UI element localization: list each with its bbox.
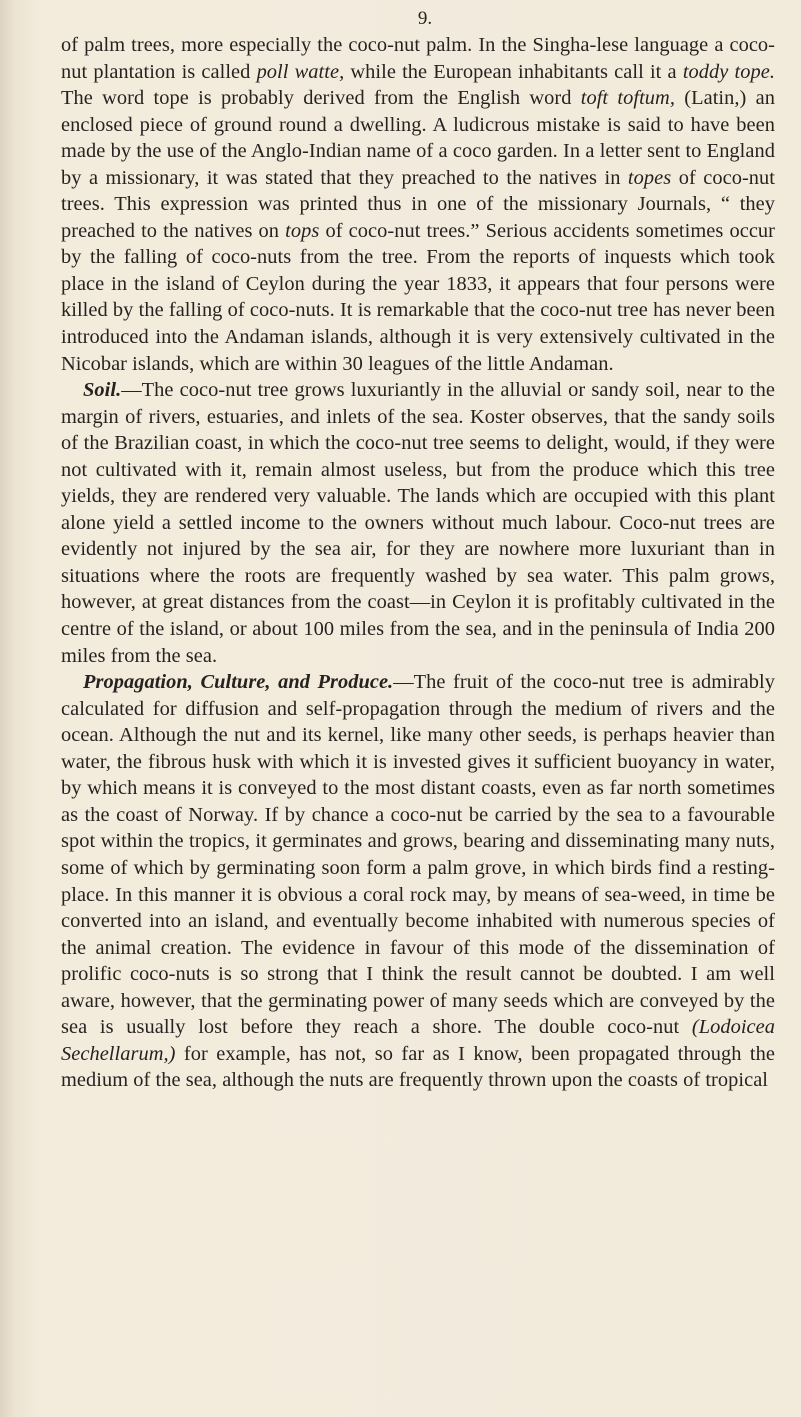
- italic-term-toft-toftum: toft toftum,: [580, 87, 675, 110]
- text-run: —The fruit of the coco-nut tree is admirably calculated for diffusion and self-propagation through the medium of rivers and the ocean. Although the nut and its kernel, like many other seeds, is perhaps heavier than water, the fibrous husk with which it is invested gives it sufficient buoyancy in water, by which means it is conveyed to the most distant coasts, even as far north sometimes as the coast of Norway. If by chance a coco-nut be carried by the sea to a favourable spot within the tropics, it germinates and grows, bearing and disseminating many nuts, some of which by germinating soon form a palm grove, in which birds find a resting-place. In this manner it is obvious a coral rock may, by means of sea-weed, in time be converted into an island, and eventually become inhabited with numerous species of the animal creation. The evidence in favour of this mode of the dissemination of prolific coco-nuts is so strong that I think the result cannot be doubted. I am well aware, however, that the germinating power of many seeds which are conveyed by the sea is usually lost before they reach a shore. The double coco-nut: [61, 671, 775, 1039]
- paragraph-palm-names: [61, 32, 775, 377]
- italic-term-topes: topes: [627, 166, 672, 189]
- italic-term-tops: tops: [285, 219, 320, 242]
- italic-term-toddy-tope: toddy tope.: [682, 60, 775, 83]
- text-run: while the European inhabitants call it a: [344, 60, 683, 83]
- body-text: [61, 32, 775, 1094]
- text-run: of palm trees, more especially the coco-nut palm. In the Singha-lese language a coco-nut plantation is called: [61, 34, 775, 83]
- text-run: of coco-nut trees. This expression was printed thus in one of the missionary Journals, “ they preached to the natives on: [61, 166, 775, 242]
- text-run: of coco-nut trees.” Serious accidents sometimes occur by the falling of coco-nuts from the tree. From the reports of inquests which took place in the island of Ceylon during the year 1833, it appears that four persons were killed by the falling of coco-nuts. It is remarkable that the coco-nut tree has never been introduced into the Andaman islands, although it is very extensively cultivated in the Nicobar islands, which are within 30 leagues of the little Andaman.: [61, 219, 776, 375]
- page-number: 9.: [417, 8, 433, 29]
- text-run: —The coco-nut tree grows luxuriantly in the alluvial or sandy soil, near to the margin of rivers, estuaries, and inlets of the sea. Koster observes, that the sandy soils of the Brazilian coast, in which the coco-nut tree seems to delight, would, if they were not cultivated with it, remain almost useless, but from the produce which this tree yields, they are rendered very valuable. The lands which are occupied with this plant alone yield a settled income to the owners without much labour. Coco-nut trees are evidently not injured by the sea air, for they are nowhere more luxuriant than in situations where the roots are frequently washed by sea water. This palm grows, however, at great distances from the coast—in Ceylon it is profitably cultivated in the centre of the island, or about 100 miles from the sea, and in the peninsula of India 200 miles from the sea.: [61, 379, 775, 667]
- text-run: The word tope is probably derived from the English word: [61, 87, 581, 110]
- section-heading-soil: Soil.: [83, 379, 122, 402]
- text-run: (Latin,) an enclosed piece of ground round a dwelling. A ludicrous mistake is said to have been made by the use of the Anglo-Indian name of a coco garden. In a letter sent to England by a missionary, it was stated that they preached to the natives in: [61, 87, 775, 189]
- paragraph-propagation: [61, 669, 775, 1094]
- italic-term-poll-watte: poll watte,: [256, 60, 345, 83]
- italic-term-lodoicea: (Lodoicea Sechellarum,): [61, 1016, 775, 1065]
- text-run: for example, has not, so far as I know, been propagated through the medium of the sea, although the nuts are frequently thrown upon the coasts of tropical: [61, 1042, 775, 1092]
- section-heading-propagation: Propagation, Culture, and Produce.: [83, 671, 394, 694]
- paragraph-soil: [61, 377, 775, 669]
